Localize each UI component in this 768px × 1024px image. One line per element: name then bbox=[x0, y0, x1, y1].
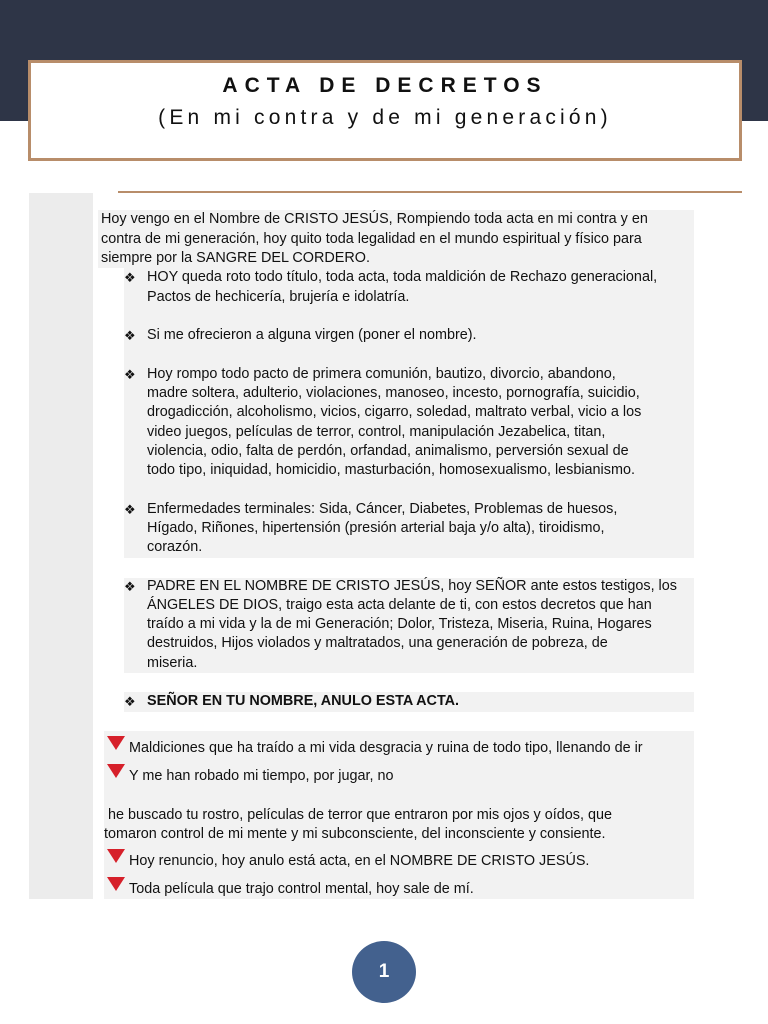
bullet-line: Pactos de hechicería, brujería e idolatría. bbox=[147, 289, 410, 305]
decree-line: Y me han robado mi tiempo, por jugar, no bbox=[129, 768, 394, 784]
bullet-line: Hígado, Riñones, hipertensión (presión arterial baja y/o alta), tiroidismo, bbox=[147, 520, 605, 536]
decree-paragraph-line: tomaron control de mi mente y mi subconsciente, del inconsciente y consiente. bbox=[104, 826, 606, 842]
intro-line: Hoy vengo en el Nombre de CRISTO JESÚS, Rompiendo toda acta en mi contra y en bbox=[101, 211, 648, 227]
bullet-line-bold: SEÑOR EN TU NOMBRE, ANULO ESTA ACTA. bbox=[147, 693, 460, 709]
document-subtitle: (En mi contra y de mi generación) bbox=[158, 106, 612, 129]
red-triangle-icon bbox=[107, 849, 125, 863]
bullet-line: miseria. bbox=[147, 655, 198, 671]
accent-divider bbox=[118, 191, 742, 193]
page-number-badge: 1 bbox=[352, 941, 416, 1003]
diamond-bullet-icon: ❖ bbox=[124, 270, 136, 285]
left-sidebar-panel bbox=[29, 193, 93, 899]
bullet-line: corazón. bbox=[147, 539, 203, 555]
decree-line: Hoy renuncio, hoy anulo está acta, en el NOMBRE DE CRISTO JESÚS. bbox=[129, 853, 590, 869]
diamond-bullet-icon: ❖ bbox=[124, 328, 136, 343]
title-box bbox=[28, 60, 742, 161]
intro-line: contra de mi generación, hoy quito toda legalidad en el mundo espiritual y físico para bbox=[101, 231, 642, 247]
bullet-line: traído a mi vida y la de mi Generación; Dolor, Tristeza, Miseria, Ruina, Hogares bbox=[147, 616, 652, 632]
red-triangle-icon bbox=[107, 764, 125, 778]
bullet-line: PADRE EN EL NOMBRE DE CRISTO JESÚS, hoy SEÑOR ante estos testigos, los bbox=[147, 578, 677, 594]
diamond-bullet-icon: ❖ bbox=[124, 694, 136, 709]
red-triangle-icon bbox=[107, 877, 125, 891]
bullet-line: Hoy rompo todo pacto de primera comunión, bautizo, divorcio, abandono, bbox=[147, 366, 616, 382]
bullet-line: drogadicción, alcoholismo, vicios, cigarro, soledad, maltrato verbal, vicio a los bbox=[147, 404, 642, 420]
diamond-bullet-icon: ❖ bbox=[124, 579, 136, 594]
bullet-line: violencia, odio, falta de perdón, orfandad, animalismo, perversión sexual de bbox=[147, 443, 629, 459]
bullet-line: madre soltera, adulterio, violaciones, manoseo, incesto, pornografía, suicidio, bbox=[147, 385, 640, 401]
bullet-line: HOY queda roto todo título, toda acta, toda maldición de Rechazo generacional, bbox=[147, 269, 658, 285]
decree-paragraph-line: he buscado tu rostro, películas de terror que entraron por mis ojos y oídos, que bbox=[104, 807, 612, 823]
bullet-line: video juegos, películas de terror, control, manipulación Jezabelica, titan, bbox=[147, 424, 606, 440]
intro-line: siempre por la SANGRE DEL CORDERO. bbox=[101, 250, 370, 266]
document-title: ACTA DE DECRETOS bbox=[222, 74, 548, 97]
decree-line: Maldiciones que ha traído a mi vida desgracia y ruina de todo tipo, llenando de ir bbox=[129, 740, 643, 756]
decree-line: Toda película que trajo control mental, hoy sale de mí. bbox=[129, 881, 474, 897]
red-triangle-icon bbox=[107, 736, 125, 750]
bullet-line: Si me ofrecieron a alguna virgen (poner el nombre). bbox=[147, 327, 477, 343]
bullet-line: ÁNGELES DE DIOS, traigo esta acta delante de ti, con estos decretos que han bbox=[147, 597, 652, 613]
bullet-line: destruidos, Hijos violados y maltratados, una generación de pobreza, de bbox=[147, 635, 608, 651]
diamond-bullet-icon: ❖ bbox=[124, 502, 136, 517]
bullet-line: todo tipo, iniquidad, homicidio, masturbación, homosexualismo, lesbianismo. bbox=[147, 462, 635, 478]
diamond-bullet-icon: ❖ bbox=[124, 367, 136, 382]
bullet-line: Enfermedades terminales: Sida, Cáncer, Diabetes, Problemas de huesos, bbox=[147, 501, 618, 517]
